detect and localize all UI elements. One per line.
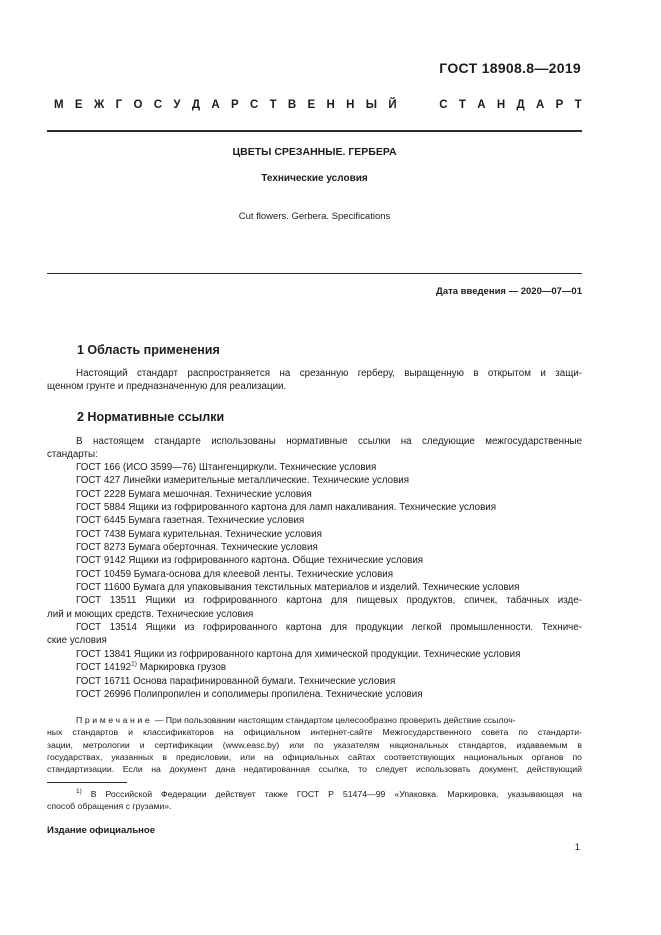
official-edition-label: Издание официальное bbox=[47, 825, 155, 836]
interstate-word-letter: Е bbox=[307, 99, 316, 111]
interstate-word-letter: В bbox=[287, 99, 297, 111]
interstate-word-letter: Й bbox=[388, 99, 397, 111]
reference-item: ГОСТ 13514 Ящики из гофрированного картона для продукции легкой промышленности. Техниче- bbox=[76, 622, 582, 634]
standard-subtitle: Технические условия bbox=[261, 173, 368, 184]
reference-item: ГОСТ 10459 Бумага-основа для клеевой ленты. Технические условия bbox=[76, 568, 394, 580]
reference-item: ГОСТ 13841 Ящики из гофрированного картона для химической продукции. Технические условия bbox=[76, 648, 521, 660]
text-line: В настоящем стандарте использованы нормативные ссылки на следующие межгосударственные bbox=[76, 436, 582, 447]
interstate-word-letter: М bbox=[54, 99, 64, 111]
title-rule bbox=[47, 273, 582, 274]
header-rule bbox=[47, 130, 582, 132]
section-1-text bbox=[47, 367, 582, 393]
reference-item: ГОСТ 11600 Бумага для упаковывания текстильных материалов и изделий. Технические условия bbox=[76, 582, 520, 594]
word-gap bbox=[408, 99, 428, 111]
footnote-text: В Российской Федерации действует также ГОСТ Р 51474—99 «Упаковка. Маркировка, указывающая на bbox=[81, 789, 582, 799]
note-line: ных стандартов и классификаторов на официальном интернет-сайте Межгосударственного совета по стандарти- bbox=[47, 727, 582, 738]
standard-word-letter: Т bbox=[574, 99, 582, 111]
footnote-line bbox=[47, 788, 582, 800]
reference-item: ГОСТ 8273 Бумага оберточная. Технические условия bbox=[76, 542, 318, 554]
reference-item: ГОСТ 7438 Бумага курительная. Технические условия bbox=[76, 528, 322, 540]
normative-references-list bbox=[47, 461, 582, 701]
introduction-date: Дата введения — 2020—07—01 bbox=[436, 286, 582, 297]
interstate-word-letter: Р bbox=[230, 99, 239, 111]
standard-word-letter: Т bbox=[458, 99, 466, 111]
reference-code: ГОСТ 14192 bbox=[76, 662, 132, 674]
interstate-word-letter: Г bbox=[115, 99, 123, 111]
reference-item-with-footnote bbox=[47, 661, 582, 674]
footnote bbox=[47, 788, 582, 813]
standard-word-letter: А bbox=[535, 99, 545, 111]
reference-item-continuation: ские условия bbox=[47, 635, 107, 647]
standard-word-letter: Д bbox=[516, 99, 525, 111]
reference-item: ГОСТ 5884 Ящики из гофрированного картона для ламп накаливания. Технические условия bbox=[76, 502, 497, 514]
reference-item: ГОСТ 16711 Основа парафинированной бумаги. Технические условия bbox=[76, 675, 396, 687]
interstate-word-letter: Д bbox=[191, 99, 201, 111]
reference-item: ГОСТ 26996 Полипропилен и сополимеры пропилена. Технические условия bbox=[76, 688, 423, 700]
standard-title: ЦВЕТЫ СРЕЗАННЫЕ. ГЕРБЕРА bbox=[232, 146, 397, 158]
note-line: зации, метрологии и сертификации (www.easc.by) или по указателям национальных стандартов, издаваемым в bbox=[47, 739, 582, 750]
section-2-heading: 2 Нормативные ссылки bbox=[77, 410, 225, 424]
standard-word-letter: С bbox=[439, 99, 448, 111]
note-text: — При пользовании настоящим стандартом целесообразно проверить действие ссылоч- bbox=[152, 715, 516, 725]
footnote-rule bbox=[47, 782, 127, 783]
note-line: государствах, указанных в предисловии, или на официальных сайтах соответствующих национальных органов по bbox=[47, 751, 582, 762]
footnote-marker: 1) bbox=[76, 788, 82, 796]
interstate-word-letter: Т bbox=[269, 99, 277, 111]
standard-word-letter: Р bbox=[555, 99, 564, 111]
standard-word-letter: Н bbox=[496, 99, 506, 111]
interstate-word-letter: О bbox=[133, 99, 143, 111]
reference-item: ГОСТ 427 Линейки измерительные металлические. Технические условия bbox=[76, 475, 410, 487]
interstate-word-letter: С bbox=[249, 99, 259, 111]
interstate-word-letter: Ы bbox=[365, 99, 378, 111]
interstate-word-letter: Ж bbox=[93, 99, 105, 111]
english-title: Cut flowers. Gerbera. Specifications bbox=[238, 211, 391, 222]
text-line: щенном грунте и предназначенную для реализации. bbox=[47, 381, 287, 392]
page-number: 1 bbox=[574, 842, 580, 853]
interstate-word-letter: А bbox=[211, 99, 220, 111]
interstate-word-letter: У bbox=[173, 99, 181, 111]
interstate-word-letter: Е bbox=[74, 99, 83, 111]
reference-item: ГОСТ 2228 Бумага мешочная. Технические условия bbox=[76, 488, 312, 500]
text-line: Настоящий стандарт распространяется на срезанную герберу, выращенную в открытом и защи- bbox=[76, 368, 582, 379]
reference-item-continuation: лий и моющих средств. Технические условия bbox=[47, 608, 254, 620]
reference-item: ГОСТ 9142 Ящики из гофрированного картона. Общие технические условия bbox=[76, 555, 424, 567]
reference-item: ГОСТ 13511 Ящики из гофрированного картона для пищевых продуктов, спичек, табачных изде- bbox=[76, 595, 582, 607]
interstate-word-letter: Н bbox=[326, 99, 335, 111]
reference-item: ГОСТ 166 (ИСО 3599—76) Штангенциркули. Технические условия bbox=[76, 462, 377, 473]
interstate-word-letter: Н bbox=[346, 99, 355, 111]
footnote-marker: 1) bbox=[131, 660, 137, 668]
note-first-line bbox=[47, 714, 582, 726]
standard-word-letter: А bbox=[477, 99, 486, 111]
section-2-intro bbox=[47, 435, 582, 461]
footnote-line: способ обращения с грузами». bbox=[47, 801, 172, 812]
document-number: ГОСТ 18908.8—2019 bbox=[439, 60, 581, 76]
interstate-standard-banner bbox=[54, 99, 582, 111]
note-line: стандартизации. Если на документ дана недатированная ссылка, то следует использовать документ, действующий bbox=[47, 764, 582, 775]
note-block bbox=[47, 714, 582, 775]
section-1-heading: 1 Область применения bbox=[77, 343, 220, 357]
note-label: Примечание bbox=[76, 715, 153, 725]
text-line: стандарты: bbox=[47, 449, 98, 460]
interstate-word-letter: С bbox=[153, 99, 163, 111]
reference-item: ГОСТ 6445 Бумага газетная. Технические условия bbox=[76, 515, 305, 527]
reference-title: Маркировка грузов bbox=[136, 662, 227, 674]
